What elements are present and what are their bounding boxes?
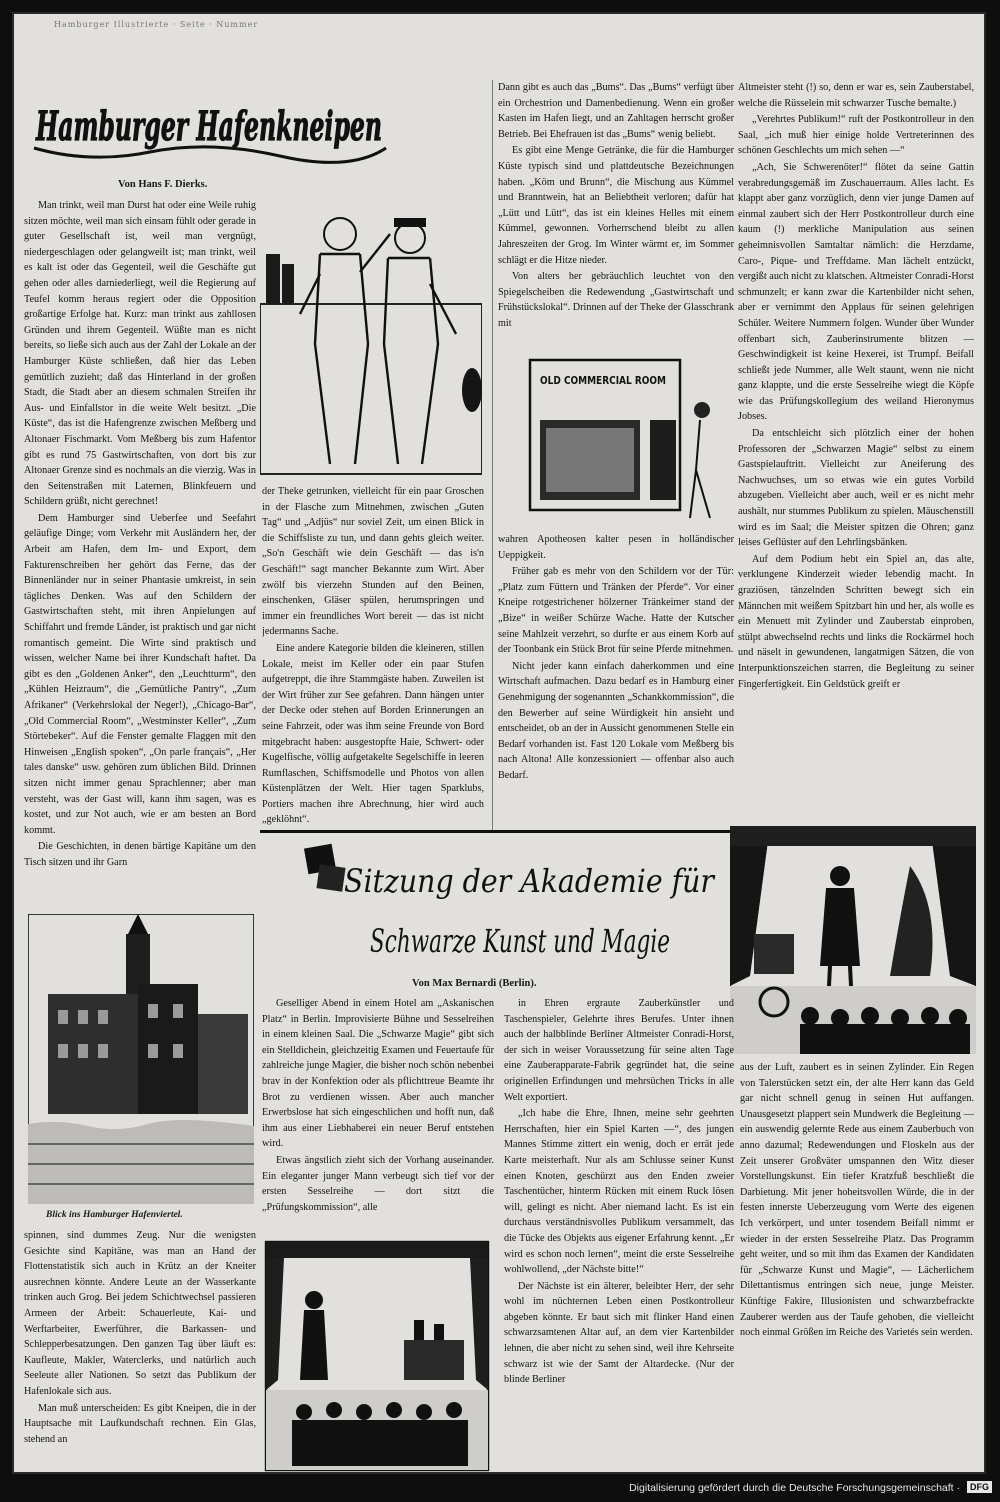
dfg-logo: DFG — [967, 1481, 992, 1493]
paragraph: Dem Hamburger sind Ueberfee und Seefahrt geläufige Dinge; vom Verkehr mit Ausländern her, der Arbeit am Hafen, dem Im- und Export, dem Fakturenschreiben her gehört das Ferne, das der Binnenländer nur in seiner Phantasie umkreist, in sein tägliches Denken. Was auf den Schildern der Gastwirtschaften steht, mit ihren Anpielungen auf Schiffahrt und fremde Länder, ist praktisch und gar nicht romantisch gemeint. Die Wirte sind praktisch und wissen, welcher Name bei ihrer Kundschaft haftet. Da gibt es den „Goldenen Anker“, den „Leuchtturm“, den „Kühlen Heizraum“, die „Gemütliche Pantry“, „Zum Afrikaner“ (Verkehrslokal der Neger!), „Chicago-Bar“, „Old Commercial Room“, „Westminster Keller“, „Zum Störtebeker“. Auf die Fenster gemalte Flaggen mit den Hinweisen „English spoken“, „On parle français“, „Her tales danske“ usw. gehören zum üblichen Bild. Drinnen sitzen nicht immer genau Sprachlenner; aber man versteht, was der Gast will, kann ihm sagen, was es kostet, und zur Not auch, wie er am besten an Bord kommt. — [24, 512, 256, 836]
paragraph: Man muß unterscheiden: Es gibt Kneipen, die in der Hauptsache mit Laufkundschaft rechnen. Ein Glas, stehend an — [24, 1402, 256, 1445]
paragraph: Von alters her gebräuchlich leuchtet von den Spiegelscheiben die Redewendung „Gastwirtschaft und Frühstückslokal“. Drinnen auf der Theke der Glasschrank mit — [498, 271, 734, 329]
shop-sign-text: OLD COMMERCIAL ROOM — [540, 374, 666, 387]
column-divider — [492, 80, 493, 830]
paragraph: „Ach, Sie Schwerenöter!“ flötet da seine Gattin verabredungsgemäß im Zuschauerraum. Alles lacht. Es klappt aber ganz vorzüglich, denn vier junge Damen auf einmal zaubert sich der Herr Postkontrolleur durch eine kaum (!) merkliche Manipulation aus seinen geheimnisvollen Samtaltar nämlich: die Herzdame, Caro-, Pique- und Treffdame. Man lächelt entzückt, vergißt auch nicht zu klatschen. Altmeister Conradi-Horst schmunzelt; er kann zwar die Kartenbilder nicht sehen, aber er vernimmt den Applaus für seinen gelehrigen Schüler. Weitere Nummern folgen. Wunder über Wunder offenbart sich, Zauberinstrumente blitzen — Geschwindigkeit ist keine Hexerei, ist Trumpf. Beifall schließt jede Nummer, alle Welt staunt, wenn nie nicht ganz klappte, und die erste Sesselreihe wiegt die Köpfe wie das Prüfungskollegium des weiland Hieronymus Jobses. — [738, 161, 974, 423]
paragraph: Man trinkt, weil man Durst hat oder eine Weile ruhig sitzen möchte, weil man sich einsam fühlt oder gerade in guter Gesellschaft ist, weil man vergnügt, niedergeschlagen oder gelangweilt ist; man trinkt, weil es kalt ist oder das Gegenteil, weil die Geschäfte gut gehen oder alles darniederliegt, weil die Regierung auf Teufel komm heraus regiert oder die Opposition großartige Erfolge hat. Kurz: man trinkt aus zahllosen Gründen und ihrem Gegenteil. Wüßte man es nicht bereits, so ließe sich auch aus der Zahl der Lokale an der Hamburger Küste schließen, daß hier das Leben gemütlich zuzieht; daß das Hinterland in der großen Stadt, die Stadt aber an diesem schmalen Streifen ihr Aus- und Einfallstor in die weite Welt besitzt. „Die Küste“, das ist die Hafengrenze zwischen Meßberg und Altonaer Fischmarkt. Vom Meßberg bis zum Hafentor gibt es rund 75 Gastwirtschaften, von dort bis zur Altonaer Grenze sind es nochmals an die vierzig. Was in den Seitenstraßen mit Laternen, Blinkfeuern und Schildern grüßt, nicht gerechnet! — [24, 200, 256, 508]
paragraph: „Verehrtes Publikum!“ ruft der Postkontrolleur in den Saal, „ich muß hier einige holde Vertreterinnen des schönen Geschlechts um mich sehen —“ — [738, 114, 974, 157]
paragraph: wahren Apotheosen kalter pesen in holländischer Ueppigkeit. — [498, 534, 734, 561]
article2-byline: Von Max Bernardi (Berlin). — [412, 978, 537, 989]
article2-colB — [504, 996, 734, 1472]
paragraph: in Ehren ergraute Zauberkünstler und Taschenspieler, Gelehrte ihres Berufes. Unter ihnen auch der halbblinde Berliner Altmeister Conradi-Horst, der sich in weiser Voraussetzung für seine alten Tage eine Zauberapparate-Fabrik gegründet hat, die seine originellen Erfindungen und mehrsüchen Tricks in alle Welt exportiert. — [504, 998, 734, 1103]
article2-title-line1: Sitzung der Akademie für — [344, 862, 716, 900]
article1-title — [30, 78, 390, 168]
top-strip: Hamburger Illustrierte · Seite · Nummer — [54, 20, 259, 29]
paragraph: Da entschleicht sich plötzlich einer der hohen Professoren der „Schwarzen Magie“ selbst zu einem Gastspielauftritt. Vielleicht zur Aneiferung des Nachwuchses, um so etwas wie ein gutes Vorbild abzugeben. Vielleicht aber auch, weil er es nicht mehr aushält, nur stummes Publikum zu spielen. Mäuschenstill wird es im Saal; die Meister spitzen die Ohren; ganz leises Geflüster auf den Lehrlingsbänken. — [738, 428, 974, 549]
newspaper-page — [14, 14, 984, 1472]
paragraph: spinnen, sind dummes Zeug. Nur die wenigsten Gesichte sind Kapitäne, was man an Hand der Flottenstatistik sich auch in Krütz an der Kneiter ausrechnen könnte. Andere Leute an der Wasserkante trinken auch Grog. Bei jedem Schichtwechsel passieren Armeen der Arbeit: Schauerleute, Kai- und Werftarbeiter, Ewerführer, die Barkassen- und Schlepperbesatzungen. Den ganzen Tag über läuft es: Kaufleute, Makler, Waterclerks, und natürlich auch Seeleute aller Nationen. So setzt das Publikum der Hafenlokale sich aus. — [24, 1230, 256, 1397]
illustration-sailors — [260, 194, 482, 478]
paragraph: Eine andere Kategorie bilden die kleineren, stillen Lokale, meist im Keller oder ein paar Stufen aufgetreppt, die ihre Stammgäste haben. Zuweilen ist der Wirt früher zur See gefahren. Dann hängen unter der Decke oder stehen auf Borden Erinnerungen an seine Fahrzeit, oder was ihm seine Freunde von Bord mitgebracht haben: ausgestopfte Haie, Schwert- oder Kugelfische, völlig aufgetakelte Segelschiffe in leeren Rumflaschen, Schiffsmodelle und Photos von allen Küstenplätzen der Welt. Hier tagen Sparklubs, Portiers machen ihre Abrechnung, hier wird auch „geklöhnt“. — [262, 642, 484, 826]
paragraph: Altmeister steht (!) so, denn er war es, sein Zauberstabel, welche die Rüsselein mit schwarzer Tusche bemalte.) — [738, 82, 974, 109]
article2-colA — [262, 996, 494, 1232]
paragraph: der Theke getrunken, vielleicht für ein paar Groschen in der Flasche zum Mitnehmen, zwischen „Guten Tag“ und „Adjüs“ nur soviel Zeit, um einen Blick in die Schiffsliste zu tun, und dann gehts gleich weiter. „So'n Geschäft wie dein Geschäft — das is'n Geschäft!“ sagt mancher Bekannte zum Wirt. Aber zwölf bis vierzehn Stunden auf den Beinen, einschenken, Gläser spülen, herumspringen und immer ein freundliches Wort bereit — das ist nicht jedermanns Sache. — [262, 486, 484, 638]
illustration-harbour — [28, 914, 254, 1204]
illustration-small-stage — [264, 1240, 490, 1472]
harbour-caption: Blick ins Hamburger Hafenviertel. — [46, 1210, 183, 1220]
article1-col3 — [498, 80, 734, 344]
paragraph: „Ich habe die Ehre, Ihnen, meine sehr geehrten Herrschaften, hier ein Spiel Karten —“, des jungen Mannes Stimme zittert ein wenig, doch er errät jede Karte meisterhaft. Nur als am Schlusse seiner Kunst einen Knoten, geschürzt aus den Enden zweier Taschentücher, hinterm Rücken mit einem Ruck lösen will, gelingt es nicht. Aber niemand lacht. Es ist ein durchaus verständnisvolles Publikum versammelt, das die Tücke des Objekts aus eigener Erfahrung kennt. „Er wird es schon noch lernen“, meint die erste Sesselreihe wohlwollend, „der Nächste bitte!“ — [504, 1108, 734, 1276]
paragraph: Etwas ängstlich zieht sich der Vorhang auseinander. Ein eleganter junger Mann verbeugt sich tief vor der ersten Sesselreihe — dort sitzt die „Prüfungskommission“, alle — [262, 1154, 494, 1213]
article1-col1b — [24, 1228, 256, 1472]
footer-credit: Digitalisierung gefördert durch die Deutsche Forschungsgemeinschaft · — [629, 1482, 960, 1494]
article1-col2 — [262, 484, 484, 834]
paragraph: Nicht jeder kann einfach daherkommen und eine Wirtschaft aufmachen. Dazu bedarf es in Hamburg einer Genehmigung der sogenannten „Schankkommission“, die den Bewerber auf seine Würdigkeit hin ansieht und entscheidet, ob an der in Aussicht genommenen Stelle ein Bedarf vorhanden ist. Fast 120 Lokale vom Meßberg bis nach Altona! Alle konzessioniert — offenbar also auch Bedarf. — [498, 660, 734, 781]
article2-colC — [740, 1060, 974, 1472]
article2-title-line2: Schwarze Kunst und Magie — [370, 922, 670, 960]
article1-byline: Von Hans F. Dierks. — [118, 179, 208, 190]
paragraph: Geselliger Abend in einem Hotel am „Askanischen Platz“ in Berlin. Improvisierte Bühne und Sesselreihen in einem kleinen Saal. Die „Schwarze Magie“ gibt sich ein Stelldichein, gleichzeitig Examen und Feuertaufe für zahlreiche junge Magier, die bisher noch schön nebenbei brav in der Konfektion oder als pflichttreue Beamte ihr Brot zu verdienen wissen. Aber auch mancher Erwerbslose hat sich eingeschlichen und hofft nun, daß ihm aus einer Liebhaberei ein neuer Beruf entstehen wird. — [262, 998, 494, 1150]
paragraph: aus der Luft, zaubert es in seinen Zylinder. Ein Regen von Talerstücken setzt ein, der alte Herr kann das Geld gar nicht schnell genug in seinen Hut auffangen. Unausgesetzt plappert sein Mundwerk die Begleitung — ein auswendig gelernte Rede aus einem Zauberbuch von anno dazumal; Redewendungen und Floskeln aus der Zeit unserer Großväter umspannen den Witz dieser Vorstellungskunst. Ein tiefer Kratzfuß beschließt die Darbietung. Mit jener hoheitsvollen Würde, die in der festen innerste Ueberzeugung vom Werte des eigenen Ich verkörpert, und unter tosendem Beifall nimmt er wieder in der ersten Sesselreihe Platz. Das Programm geht weiter, und so mit ihm das Examen der Kandidaten für „Schwarze Kunst und Magie“, — Lächerlichem Dilettantismus entringen sich neue, junge Meister. Künftige Fakire, Illusionisten und schwarzbefrackte Zauberer werden aus der Taufe gehoben, die vielleicht noch einmal Größen im Reiche des Varietés sein werden. — [740, 1062, 974, 1339]
article1-col3b — [498, 532, 734, 826]
article2-col4-top — [738, 80, 974, 828]
illustration-magician-stage — [730, 826, 976, 1054]
paragraph: Der Nächste ist ein älterer, beleibter Herr, der sehr wohl im nüchternen Leben einen Postkontrolleur abgeben könnte. Er baut sich mit flinker Hand einen schwarzsamtenen Altar auf, an dem vier Kartenbilder lehnen, die aber nicht zu sehen sind, weil ihre Kehrseite schwarz ist wie der Samt der Altardecke. (Nur der blinde Berliner — [504, 1280, 734, 1386]
paragraph: Es gibt eine Menge Getränke, die für die Hamburger Küste typisch sind und plattdeutsche Bezeichnungen haben. „Köm und Brunn“, die Mischung aus Kümmel und Branntwein, hat an Beliebtheit verloren; dafür hat „Lütt und Lütt“, das ist ein kleines Helles mit einem Kümmel, gewonnen. Vorherrschend bleibt zu allen Jahreszeiten der Grog. Im Winter wärmt er, im Sommer schlägt er die Hitze nieder. — [498, 145, 734, 266]
article1-col1 — [24, 198, 256, 898]
paragraph: Dann gibt es auch das „Bums“. Das „Bums“ verfügt über ein Orchestrion und Damenbedienung. Wenn ein großer Kasten im Hafen liegt, und an Zahltagen herrscht großer Betrieb. Bei Ehefrauen ist das „Bums“ wenig beliebt. — [498, 82, 734, 140]
article2-title — [304, 832, 724, 982]
footer-bar — [0, 1474, 1000, 1502]
article1-title-text: Hamburger Hafenkneipen — [35, 103, 383, 150]
paragraph: Früher gab es mehr von den Schildern vor der Tür: „Platz zum Füttern und Tränken der Pferde“. Vor einer Kneipe rotgestrichener hölzerner Tränkeimer stand der „Bize“ in weißer Schürze Wache. Hatte der Kutscher seine Mahlzeit verzehrt, so durfte er aus einem Korb auf der Toonbank ein Stück Brot für seine Pferde mitnehmen. — [498, 566, 734, 656]
paragraph: Die Geschichten, in denen bärtige Kapitäne um den Tisch sitzen und ihr Garn — [24, 841, 256, 868]
illustration-old-commercial-room — [520, 350, 736, 524]
paragraph: Auf dem Podium hebt ein Spiel an, das alte, verklungene Kinderzeit wieder lebendig macht. In graziösen, tänzelnden Schritten bewegt sich ein Männchen mit weißem Spitzbart hin und her, als wolle es ein Menuett mit Zylinder und Zauberstab einproben, stülpt abwechselnd rechts und links die Rockärmel hoch und näselt in gewundenen, langatmigen Sätzen, die von Interpunktionszeichen starren, die Begleitung zu seiner Fingerfertigkeit. Ein Geldstück greift er — [738, 553, 974, 690]
